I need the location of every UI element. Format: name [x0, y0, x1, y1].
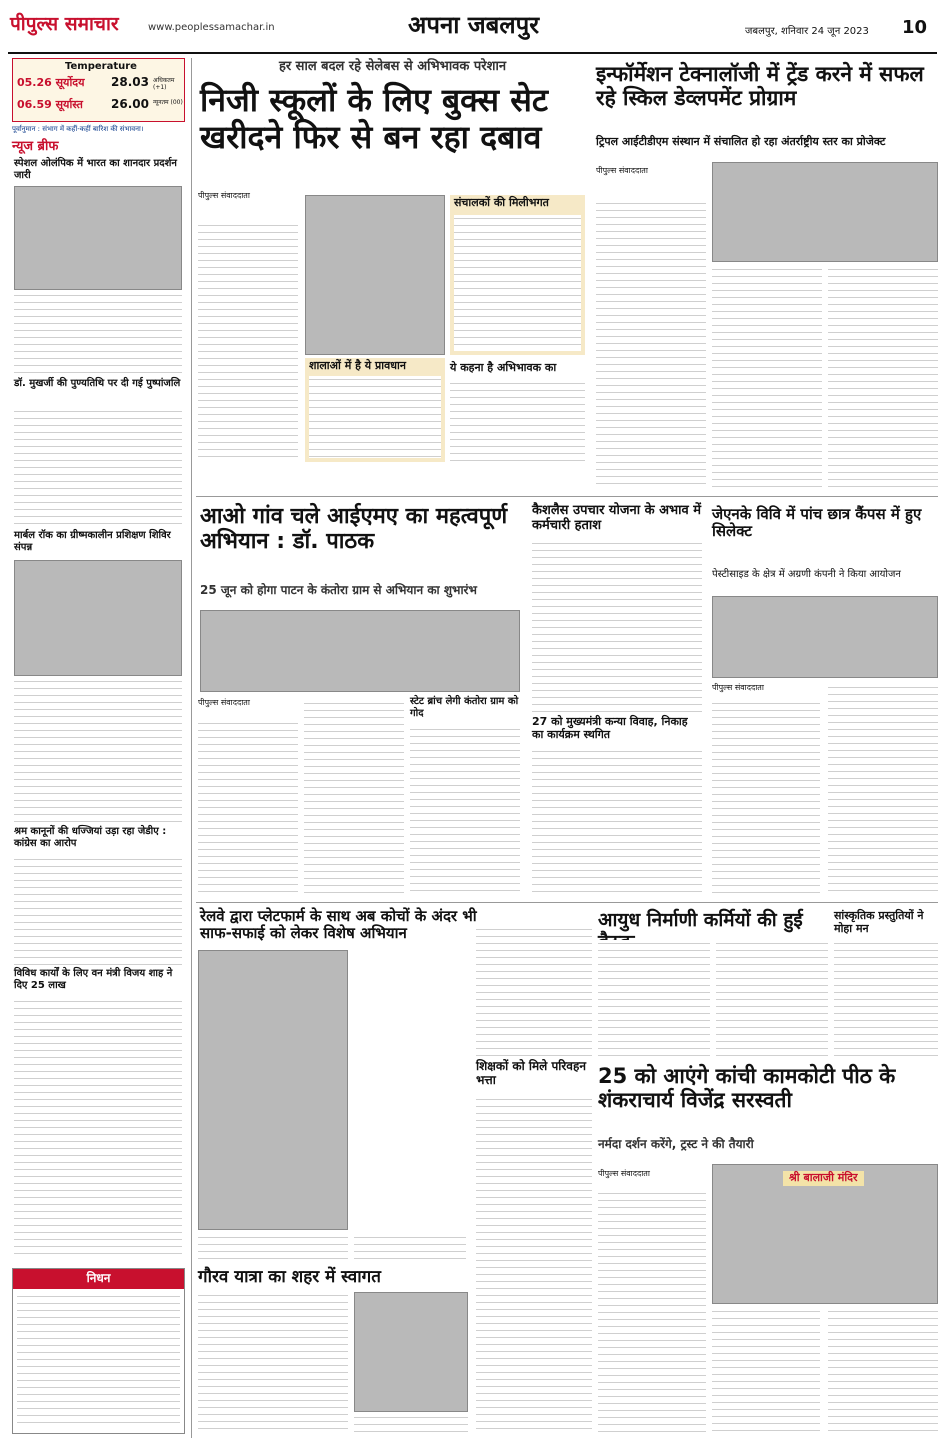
date: जबलपुर, शनिवार 24 जून 2023: [745, 26, 869, 37]
min-temp: 26.00: [111, 97, 149, 111]
section-title: अपना जबलपुर: [408, 11, 540, 39]
brief-text-2: [14, 408, 182, 526]
masthead: [0, 0, 945, 52]
forecast: पूर्वानुमान : संभाग में कहीं-कहीं बारिश की संभावना।: [12, 125, 144, 133]
books-photo: [305, 195, 445, 355]
sunset: 06.59 सूर्यास्त: [17, 98, 83, 111]
books-box-2: [305, 358, 445, 462]
books-text-col-2: [450, 380, 585, 462]
temperature-title: Temperature: [65, 61, 137, 72]
railway-headline: रेलवे द्वारा प्लेटफार्म के साथ अब कोचों के अंदर भी साफ-सफाई को लेकर विशेष अभियान: [200, 907, 477, 943]
books-subhead-2: ये कहना है अभिभावक का: [450, 361, 557, 374]
ima-subhead: स्टेट ब्रांच लेगी कंतोरा ग्राम को गोद: [410, 696, 519, 719]
teachers-text: [476, 1096, 592, 1434]
ima-deck: 25 जून को होगा पाटन के कंतोरा ग्राम से अभियान का शुभारंभ: [200, 583, 477, 597]
books-box-2-text: [309, 376, 441, 458]
ordnance-text-col-1: [598, 940, 710, 1058]
railway-text-col-2: [354, 1234, 466, 1262]
ima-text-col-1: [198, 720, 298, 896]
it-text-col-3: [828, 266, 938, 490]
gaurav-caption: [354, 1414, 468, 1434]
paper-name: पीपुल्स समाचार: [10, 13, 119, 35]
brief-headline-3: मार्बल रॉक का ग्रीष्मकालीन प्रशिक्षण शिविर संपन्न: [14, 530, 171, 553]
teachers-headline: शिक्षकों को मिले परिवहन भत्ता: [476, 1059, 587, 1087]
railway-text-col-1: [198, 1234, 348, 1262]
news-brief-label: न्यूज ब्रीफ: [12, 139, 59, 154]
jnkvv-text-col-1: [712, 700, 820, 896]
brief-photo-2: [14, 560, 182, 676]
max-temp: 28.03: [111, 75, 149, 89]
jnkvv-headline: जेएनके विवि में पांच छात्र कैंपस में हुए सिलेक्ट: [712, 505, 922, 541]
jnkvv-deck: पेस्टीसाइड के क्षेत्र में अग्रणी कंपनी ने किया आयोजन: [712, 569, 901, 580]
kanchi-photo: [712, 1164, 938, 1304]
it-text-col-2: [712, 266, 822, 490]
jnkvv-photo: [712, 596, 938, 678]
section-rule-2: [196, 902, 938, 903]
temperature-box: [12, 58, 185, 122]
books-text-col-1: [198, 222, 298, 462]
jnkvv-text-col-2: [828, 684, 938, 896]
kanchi-temple-sign: श्री बालाजी मंदिर: [783, 1171, 864, 1186]
books-subhead-1: शालाओं में है ये प्रावधान: [309, 359, 406, 372]
left-column-rule: [191, 58, 192, 1438]
gaurav-headline: गौरव यात्रा का शहर में स्वागत: [198, 1267, 381, 1287]
brief-headline-4: श्रम कानूनों की धज्जियां उड़ा रहा जेडीए : कांग्रेस का आरोप: [14, 826, 167, 849]
it-photo: [712, 162, 938, 262]
min-label: न्यूनतम (00): [153, 99, 183, 106]
it-text-col-1: [596, 200, 706, 490]
max-label: अधिकतम (+1): [153, 77, 175, 91]
ima-photo: [200, 610, 520, 692]
it-byline: पीपुल्स संवाददाता: [596, 166, 648, 175]
ima-byline: पीपुल्स संवाददाता: [198, 698, 250, 707]
brief-text-5: [14, 998, 182, 1254]
brief-headline-5: विविध कार्यों के लिए वन मंत्री विजय शाह ने दिए 25 लाख: [14, 968, 173, 991]
page-number: 10: [902, 17, 928, 38]
masthead-rule: [8, 52, 937, 54]
website: www.peoplessamachar.in: [148, 22, 275, 33]
cashless-headline: कैशलैस उपचार योजना के अभाव में कर्मचारी हताश: [532, 503, 702, 533]
sunrise: 05.26 सूर्योदय: [17, 76, 85, 89]
kanchi-text-col-2: [712, 1308, 820, 1434]
culture-text: [834, 940, 938, 1058]
brief-text-4: [14, 856, 182, 966]
marriage-text: [532, 748, 702, 896]
books-byline: पीपुल्स संवाददाता: [198, 191, 250, 200]
ordnance-text-col-2: [716, 940, 828, 1058]
brief-photo-1: [14, 186, 182, 290]
books-headline: निजी स्कूलों के लिए बुक्स सेट खरीदने फिर से बन रहा दबाव: [200, 81, 548, 156]
nidhan-label: निधन: [13, 1269, 184, 1289]
books-kicker: हर साल बदल रहे सेलेबस से अभिभावक परेशान: [278, 59, 507, 74]
kanchi-text-col-3: [828, 1308, 938, 1434]
gaurav-text: [198, 1292, 348, 1434]
marriage-headline: 27 को मुख्यमंत्री कन्या विवाह, निकाह का कार्यक्रम स्थगित: [532, 715, 688, 741]
kanchi-byline: पीपुल्स संवाददाता: [598, 1169, 650, 1178]
section-rule-1: [196, 496, 938, 497]
culture-headline: सांस्कृतिक प्रस्तुतियों ने मोहा मन: [834, 909, 924, 935]
brief-text-3: [14, 678, 182, 824]
books-box-1: [450, 195, 585, 355]
gaurav-photo: [354, 1292, 468, 1412]
ima-text-col-2: [304, 700, 404, 896]
kanchi-headline: 25 को आएंगे कांची कामकोटी पीठ के शंकराचार्य विजेंद्र सरस्वती: [598, 1064, 896, 1113]
ordnance-headline: आयुध निर्माणी कर्मियों की हुई: [598, 909, 803, 931]
jnkvv-byline: पीपुल्स संवाददाता: [712, 683, 764, 692]
railway-photo: [198, 950, 348, 1230]
books-subhead-3: संचालकों की मिलीभगत: [454, 196, 549, 209]
brief-headline-1: स्पेशल ओलंपिक में भारत का शानदार प्रदर्शन जारी: [14, 158, 177, 181]
ima-text-col-3: [410, 726, 520, 896]
books-box-1-text: [454, 215, 581, 351]
nidhan-box: [12, 1268, 185, 1434]
brief-headline-2: डॉ. मुखर्जी की पुण्यतिथि पर दी गई पुष्पांजलि: [14, 378, 181, 389]
cashless-text: [532, 540, 702, 712]
ordnance-text-left: [476, 926, 592, 1056]
brief-text-1: [14, 292, 182, 374]
kanchi-text-col-1: [598, 1190, 706, 1434]
nidhan-text: [17, 1293, 180, 1429]
ima-headline: आओ गांव चले आईएमए का महत्वपूर्ण अभियान : डॉ. पाठक: [200, 504, 508, 555]
it-headline: इन्फॉर्मेशन टेक्नालॉजी में ट्रेंड करने में सफल रहे स्किल डेव्लपमेंट प्रोग्राम: [596, 62, 924, 111]
kanchi-deck: नर्मदा दर्शन करेंगे, ट्रस्ट ने की तैयारी: [598, 1137, 754, 1151]
it-deck: ट्रिपल आईटीडीएम संस्थान में संचालित हो रहा अंतर्राष्ट्रीय स्तर का प्रोजेक्ट: [596, 135, 886, 148]
